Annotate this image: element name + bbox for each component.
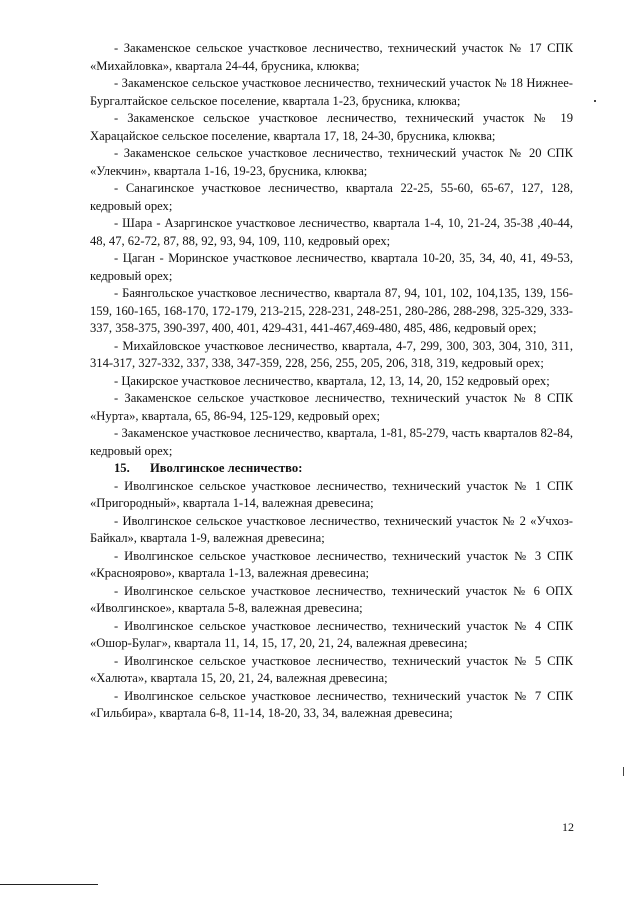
list-item: - Иволгинское сельское участковое лесничество, технический участок № 3 СПК «Красноярово», квартала 1-13, валежная древесина; bbox=[90, 548, 573, 580]
list-item: - Иволгинское сельское участковое лесничество, технический участок № 4 СПК «Ошор-Булаг», квартала 11, 14, 15, 17, 20, 21, 24, валежная древесина; bbox=[90, 618, 573, 650]
page-number: 12 bbox=[562, 820, 574, 834]
list-item: - Закаменское участковое лесничество, квартала, 1-81, 85-279, часть кварталов 82-84, кедровый орех; bbox=[90, 426, 573, 458]
list-item: - Закаменское сельское участковое лесничество, технический участок № 19 Харацайское сельское поселение, квартала 17, 18, 24-30, брусника, клюква; bbox=[90, 111, 573, 143]
section-number: 15. bbox=[114, 461, 130, 475]
section-heading bbox=[90, 460, 573, 478]
list-item: - Иволгинское сельское участковое лесничество, технический участок № 2 «Учхоз-Байкал», квартала 1-9, валежная древесина; bbox=[90, 513, 573, 545]
list-item: - Санагинское участковое лесничество, квартала 22-25, 55-60, 65-67, 127, 128, кедровый орех; bbox=[90, 181, 573, 213]
scan-artifact bbox=[623, 767, 624, 776]
list-item: - Закаменское сельское участковое лесничество, технический участок № 18 Нижнее-Бургалтайское сельское поселение, квартала 1-23, брусника, клюква; bbox=[90, 76, 573, 108]
list-item: - Закаменское сельское участковое лесничество, технический участок № 20 СПК «Улекчин», квартала 1-16, 19-23, брусника, клюква; bbox=[90, 146, 573, 178]
footnote-divider bbox=[0, 884, 98, 885]
list-item: - Михайловское участковое лесничество, квартала, 4-7, 299, 300, 303, 304, 310, 311, 314-317, 327-332, 337, 338, 347-359, 228, 256, 255, 205, 206, 318, 319, кедровый орех; bbox=[90, 338, 573, 370]
list-item: - Шара - Азаргинское участковое лесничество, квартала 1-4, 10, 21-24, 35-38 ,40-44, 48, 47, 62-72, 87, 88, 92, 93, 94, 109, 110, кедровый орех; bbox=[90, 216, 573, 248]
list-item: - Иволгинское сельское участковое лесничество, технический участок № 1 СПК «Пригородный», квартала 1-14, валежная древесина; bbox=[90, 478, 573, 510]
list-item: - Закаменское сельское участковое лесничество, технический участок № 8 СПК «Нурта», квартала, 65, 86-94, 125-129, кедровый орех; bbox=[90, 391, 573, 423]
list-item: - Цаган - Моринское участковое лесничество, квартала 10-20, 35, 34, 40, 41, 49-53, кедровый орех; bbox=[90, 251, 573, 283]
list-item: - Закаменское сельское участковое лесничество, технический участок № 17 СПК «Михайловка», квартала 24-44, брусника, клюква; bbox=[90, 41, 573, 73]
document-body bbox=[90, 40, 573, 723]
list-item: - Иволгинское сельское участковое лесничество, технический участок № 6 ОПХ «Иволгинское», квартала 5-8, валежная древесина; bbox=[90, 583, 573, 615]
list-item: - Иволгинское сельское участковое лесничество, технический участок № 7 СПК «Гильбира», квартала 6-8, 11-14, 18-20, 33, 34, валежная древесина; bbox=[90, 688, 573, 720]
section-title: Иволгинское лесничество: bbox=[150, 461, 303, 475]
list-item: - Баянгольское участковое лесничество, квартала 87, 94, 101, 102, 104,135, 139, 156-159, 160-165, 168-170, 172-179, 213-215, 228-231, 248-251, 280-286, 288-298, 325-329, 333-337, 358-375, 390-397, 400, 401, 429-431, 441-467,469-480, 485, 486, кедровый орех; bbox=[90, 286, 573, 335]
list-item: - Иволгинское сельское участковое лесничество, технический участок № 5 СПК «Халюта», квартала 15, 20, 21, 24, валежная древесина; bbox=[90, 653, 573, 685]
scan-artifact bbox=[594, 100, 596, 102]
list-item: - Цакирское участковое лесничество, квартала, 12, 13, 14, 20, 152 кедровый орех; bbox=[114, 373, 550, 388]
